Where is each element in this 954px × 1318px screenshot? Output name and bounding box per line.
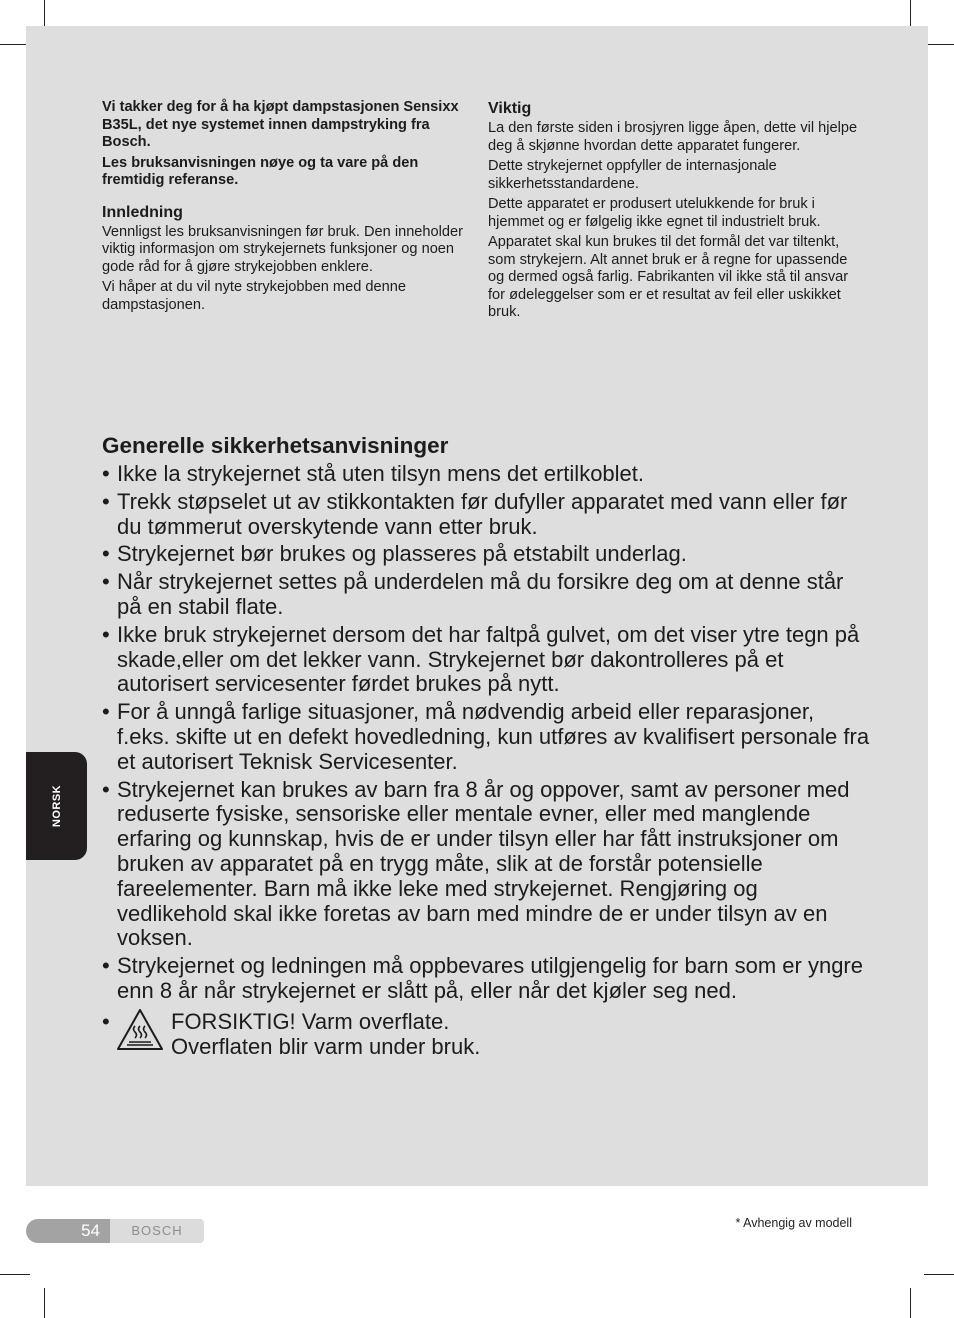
safety-list — [102, 462, 872, 1004]
intro-bold-text: Les bruksanvisningen nøye og ta vare på den fremtidig referanse. — [102, 154, 419, 188]
hot-surface-warning-icon — [116, 1008, 164, 1052]
language-tab-label: NORSK — [50, 784, 63, 828]
crop-mark — [44, 0, 45, 26]
crop-mark — [924, 1274, 954, 1275]
page-number: 54 — [26, 1219, 110, 1243]
safety-bullet: • Strykejernet og ledningen må oppbevares utilgjengelig for barn som er yngre enn 8 år når strykejernet er slått på, eller når det kjøler seg ned. — [102, 954, 872, 1004]
safety-bullet: • Ikke bruk strykejernet dersom det har faltpå gulvet, om det viser ytre tegn på skade,eller om det lekker vann. Strykejernet bør dakontrolleres på et autorisert servicesenter førdet brukes på nytt. — [102, 623, 872, 697]
important-paragraph: Dette apparatet er produsert utelukkende for bruk i hjemmet og er følgelig ikke egnet til industrielt bruk. — [488, 196, 821, 230]
important-paragraph: Apparatet skal kun brukes til det formål det var tiltenkt, som strykejern. Alt annet bruk er å regne for upassende og dermed også farlig. Fabrikanten vil ikke stå til ansvar for ødeleggelser som er et resultat av feil eller uskikket bruk. — [488, 234, 849, 320]
safety-bullet: • Trekk støpselet ut av stikkontakten før dufyller apparatet med vann eller før du tømmerut overskytende vann etter bruk. — [102, 490, 872, 540]
safety-heading: Generelle sikkerhetsanvisninger — [102, 433, 449, 458]
intro-paragraph: Vi håper at du vil nyte strykejobben med denne dampstasjonen. — [102, 279, 406, 313]
safety-bullet: • For å unngå farlige situasjoner, må nødvendig arbeid eller reparasjoner, f.eks. skifte ut en defekt hovedledning, kun utføres av kvalifisert personale fra et autorisert Teknisk Servicesenter. — [102, 700, 872, 774]
warning-text — [171, 1010, 480, 1060]
crop-mark — [44, 1288, 45, 1318]
crop-mark — [910, 0, 911, 26]
important-heading: Viktig — [488, 100, 532, 117]
crop-mark — [928, 44, 954, 45]
warning-line: FORSIKTIG! Varm overflate. — [171, 1008, 450, 1034]
important-column — [488, 99, 860, 325]
important-paragraph: Dette strykejernet oppfyller de internasjonale sikkerhetsstandardene. — [488, 158, 777, 192]
bullet-dot: • — [102, 1008, 110, 1034]
intro-heading: Innledning — [102, 203, 183, 221]
crop-mark — [0, 44, 26, 45]
brand-label: BOSCH — [110, 1219, 204, 1243]
footnote: * Avhengig av modell — [735, 1216, 852, 1230]
safety-bullet: • Strykejernet bør brukes og plasseres på etstabilt underlag. — [102, 542, 872, 567]
safety-bullet: • Strykejernet kan brukes av barn fra 8 år og oppover, samt av personer med reduserte fysiske, sensoriske eller mentale evner, eller med manglende erfaring og kunnskap, hvis de er under tilsyn eller har fått instruksjoner om bruken av apparatet på en trygg måte, slik at de forstår potensielle fareelementer. Barn må ikke leke med strykejernet. Rengjøring og vedlikehold skal ikke foretas av barn med mindre de er under tilsyn av en voksen. — [102, 778, 872, 952]
intro-paragraph: Vennligst les bruksanvisningen før bruk. Den inneholder viktig informasjon om strykejernets funksjoner og noen gode råd for å gjøre strykejobben enklere. — [102, 223, 463, 275]
crop-mark — [910, 1288, 911, 1318]
crop-mark — [0, 1274, 30, 1275]
safety-bullet: • Ikke la strykejernet stå uten tilsyn mens det ertilkoblet. — [102, 462, 872, 487]
safety-section — [102, 430, 872, 1070]
warning-line: Overflaten blir varm under bruk. — [171, 1033, 481, 1059]
intro-column — [102, 99, 466, 317]
hot-surface-warning — [102, 1010, 872, 1070]
important-paragraph: La den første siden i brosjyren ligge åpen, dette vil hjelpe deg å skjønne hvordan dette apparatet fungerer. — [488, 120, 858, 154]
language-tab — [26, 752, 87, 860]
intro-bold-text: Vi takker deg for å ha kjøpt dampstasjonen Sensixx B35L, det nye systemet innen dampstryking fra Bosch. — [102, 99, 459, 150]
safety-bullet: • Når strykejernet settes på underdelen må du forsikre deg om at denne står på en stabil flate. — [102, 570, 872, 620]
